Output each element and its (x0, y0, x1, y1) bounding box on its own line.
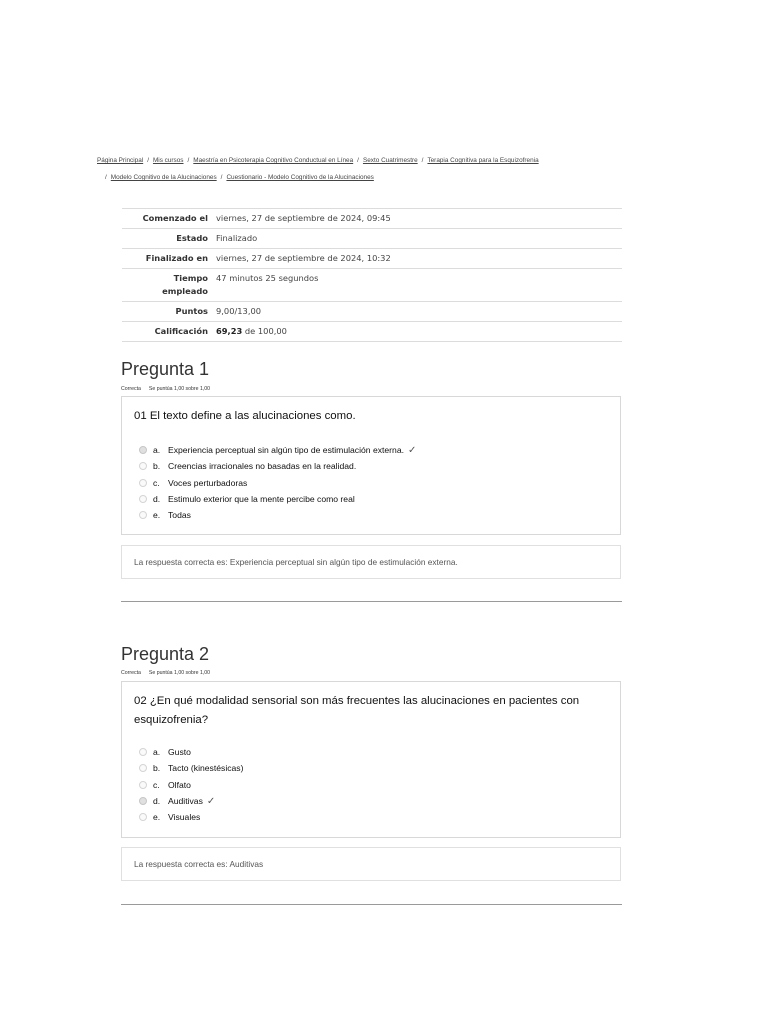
answer-option[interactable] (139, 744, 243, 760)
summary-value: 9,00/13,00 (212, 302, 622, 322)
answer-option[interactable] (139, 793, 243, 809)
summary-value: 47 minutos 25 segundos (212, 269, 622, 302)
breadcrumb-link-my-courses[interactable]: Mis cursos (152, 157, 184, 164)
attempt-summary-table (122, 208, 622, 342)
summary-label: Finalizado en (122, 249, 212, 269)
breadcrumb-separator: / (147, 157, 149, 164)
check-icon: ✓ (206, 795, 216, 807)
question-title: Pregunta 1 (121, 359, 210, 379)
breadcrumb-link-masters[interactable]: Maestría en Psicoterapia Cognitivo Conductual en Línea (193, 157, 354, 164)
option-text: Tacto (kinestésicas) (168, 763, 244, 774)
option-text: Creencias irracionales no basadas en la realidad. (168, 461, 357, 472)
summary-value: viernes, 27 de septiembre de 2024, 10:32 (212, 249, 622, 269)
option-letter: c. (153, 477, 160, 488)
summary-row-finished (122, 249, 622, 269)
question-text: 02 ¿En qué modalidad sensorial son más frecuentes las alucinaciones en pacientes con esquizofrenia? (134, 695, 580, 726)
breadcrumb-separator: / (105, 174, 107, 181)
question-text: 01 El texto define a las alucinaciones como. (134, 410, 356, 422)
summary-row-time (122, 269, 622, 302)
summary-label (122, 269, 212, 302)
radio-button[interactable] (139, 781, 147, 789)
question-status: Correcta (121, 386, 141, 392)
radio-button[interactable] (139, 495, 147, 503)
radio-button[interactable] (139, 748, 147, 756)
option-text: Gusto (168, 747, 191, 758)
option-letter: d. (153, 494, 161, 505)
summary-value: Finalizado (212, 229, 622, 249)
breadcrumb-link-quiz[interactable]: Cuestionario - Modelo Cognitivo de la Alucinaciones (226, 174, 374, 181)
option-letter: c. (153, 779, 160, 790)
breadcrumb-link-section[interactable]: Modelo Cognitivo de la Alucinaciones (110, 174, 217, 181)
summary-row-grade (122, 322, 622, 342)
summary-value: viernes, 27 de septiembre de 2024, 09:45 (212, 209, 622, 229)
option-letter: e. (153, 510, 161, 521)
answer-option[interactable] (139, 809, 243, 825)
breadcrumb-link-course[interactable]: Terapia Cognitiva para la Esquizofrenia (427, 157, 539, 164)
feedback-text: La respuesta correcta es: Auditivas (134, 859, 264, 869)
feedback-box (121, 545, 621, 579)
summary-row-state (122, 229, 622, 249)
option-text: Experiencia perceptual sin algún tipo de estimulación externa. (168, 445, 404, 456)
section-divider (121, 601, 622, 602)
radio-button[interactable] (139, 764, 147, 772)
answer-option[interactable] (139, 507, 416, 523)
option-text: Auditivas (168, 796, 203, 807)
summary-label: Estado (122, 229, 212, 249)
option-text: Olfato (168, 779, 191, 790)
breadcrumb-separator: / (421, 157, 424, 164)
breadcrumb-separator: / (220, 174, 223, 181)
answer-option[interactable] (139, 458, 416, 474)
summary-label-line: Tiempo (173, 273, 208, 283)
question-box (121, 396, 621, 535)
answer-option[interactable] (139, 442, 416, 458)
question-meta (121, 386, 210, 392)
option-text: Estimulo exterior que la mente percibe como real (168, 494, 355, 505)
breadcrumb-separator: / (357, 157, 359, 164)
radio-button[interactable] (139, 511, 147, 519)
summary-row-started (122, 209, 622, 229)
option-letter: b. (153, 461, 161, 472)
radio-button[interactable] (139, 813, 147, 821)
summary-label: Comenzado el (122, 209, 212, 229)
feedback-box (121, 847, 621, 881)
feedback-text: La respuesta correcta es: Experiencia perceptual sin algún tipo de estimulación externa. (134, 557, 458, 567)
question-meta (121, 670, 210, 676)
breadcrumb (97, 152, 637, 186)
option-letter: e. (153, 812, 161, 823)
breadcrumb-separator: / (187, 157, 190, 164)
question-score: Se puntúa 1,00 sobre 1,00 (148, 670, 211, 676)
question-title: Pregunta 2 (121, 644, 210, 664)
option-text: Visuales (168, 812, 201, 823)
answer-option[interactable] (139, 475, 416, 491)
option-text: Todas (168, 510, 191, 521)
radio-button[interactable] (139, 479, 147, 487)
option-text: Voces perturbadoras (168, 477, 248, 488)
option-letter: b. (153, 763, 161, 774)
answer-option[interactable] (139, 491, 416, 507)
check-icon: ✓ (408, 444, 417, 456)
grade-value: 69,23 (216, 326, 243, 336)
question-score: Se puntúa 1,00 sobre 1,00 (148, 386, 211, 392)
answer-option[interactable] (139, 777, 243, 793)
section-divider (121, 904, 622, 905)
summary-label: Calificación (122, 322, 212, 342)
summary-row-points (122, 302, 622, 322)
option-letter: d. (153, 796, 161, 807)
option-letter: a. (153, 747, 161, 758)
breadcrumb-link-home[interactable]: Página Principal (97, 157, 144, 164)
summary-label: Puntos (122, 302, 212, 322)
answer-options (139, 744, 243, 825)
radio-button[interactable] (139, 797, 147, 805)
option-letter: a. (153, 445, 161, 456)
answer-options (139, 442, 416, 523)
breadcrumb-link-semester[interactable]: Sexto Cuatrimestre (362, 157, 418, 164)
summary-value (212, 322, 622, 342)
radio-button[interactable] (139, 462, 147, 470)
grade-suffix: de 100,00 (244, 326, 287, 336)
question-box (121, 681, 621, 838)
answer-option[interactable] (139, 760, 243, 776)
summary-label-line: empleado (162, 286, 208, 296)
radio-button[interactable] (139, 446, 147, 454)
question-status: Correcta (121, 670, 141, 676)
